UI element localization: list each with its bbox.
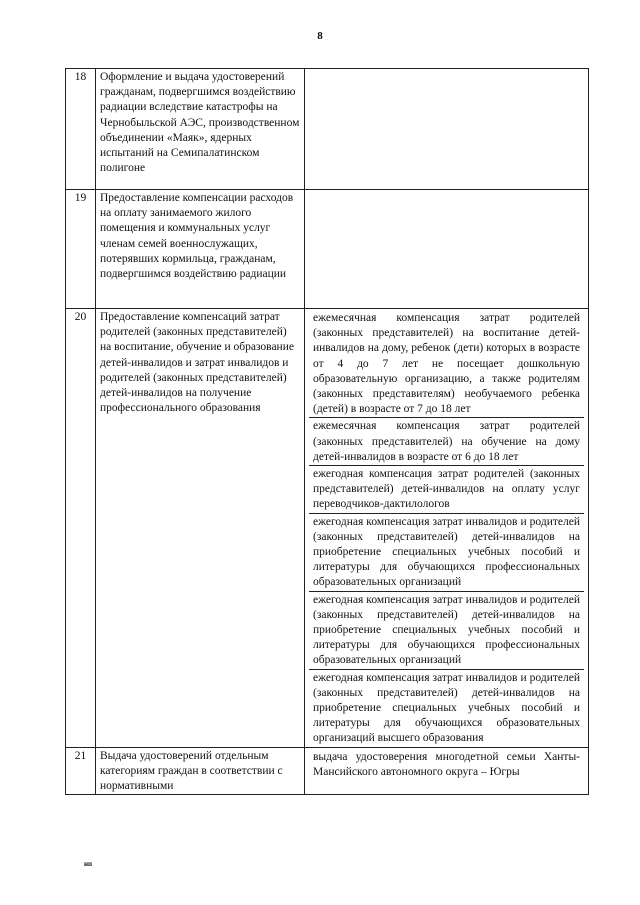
service-details [305, 747, 589, 795]
service-name: Предоставление компенсации расходов на оплату занимаемого жилого помещения и коммунальных услуг членам семей военнослужащих, потерявших кормильца, гражданам, подвергшимся воздействию радиации [96, 190, 305, 309]
table-row [66, 190, 589, 309]
row-number: 20 [66, 309, 96, 748]
service-subitem: ежегодная компенсация затрат инвалидов и родителей (законных представителей) детей-инвалидов на приобретение специальных учебных пособий и литературы для обучающихся профессиональных образовательных организаций [309, 514, 584, 592]
services-table [65, 68, 589, 795]
service-subitem: ежегодная компенсация затрат родителей (законных представителей) детей-инвалидов на оплату услуг переводчиков-дактилологов [309, 466, 584, 514]
service-subitem: ежемесячная компенсация затрат родителей (законных представителей) на воспитание детей-инвалидов на дому, ребенок (дети) которых в возрасте от 4 до 7 лет не посещает дошкольную образовательную организацию, а также родителям (законных представителям) необучаемого ребенка (детей) в возрасте от 7 до 18 лет [309, 310, 584, 418]
service-subitem: ежегодная компенсация затрат инвалидов и родителей (законных представителей) детей-инвалидов на приобретение специальных учебных пособий и литературы для обучающихся образовательных организаций высшего образования [313, 671, 580, 745]
service-subitem: выдача удостоверения многодетной семьи Ханты-Мансийского автономного округа – Югры [313, 750, 580, 778]
service-name: Предоставление компенсаций затрат родителей (законных представителей) на воспитание, обучение и образование детей-инвалидов и затрат инвалидов и родителей (законных представителей) детей-инвалидов на получение профессионального образования [96, 309, 305, 748]
page-number: 8 [317, 30, 323, 42]
service-name: Выдача удостоверений отдельным категориям граждан в соответствии с нормативными [96, 747, 305, 795]
footer-mark: нп [84, 860, 93, 868]
row-number: 18 [66, 69, 96, 190]
table-row [66, 69, 589, 190]
service-details [305, 190, 589, 309]
table-row [66, 309, 589, 748]
table-row [66, 747, 589, 795]
row-number: 19 [66, 190, 96, 309]
service-name: Оформление и выдача удостоверений гражданам, подвергшимся воздействию радиации вследствие катастрофы на Чернобыльской АЭС, производственном объединении «Маяк», ядерных испытаний на Семипалатинском полигоне [96, 69, 305, 190]
row-number: 21 [66, 747, 96, 795]
service-details [305, 69, 589, 190]
service-subitem: ежемесячная компенсация затрат родителей (законных представителей) на обучение на дому детей-инвалидов в возрасте от 6 до 18 лет [309, 418, 584, 466]
service-subitem: ежегодная компенсация затрат инвалидов и родителей (законных представителей) детей-инвалидов на приобретение специальных учебных пособий и литературы для обучающихся профессиональных образовательных организаций [309, 592, 584, 670]
service-details [305, 309, 589, 748]
